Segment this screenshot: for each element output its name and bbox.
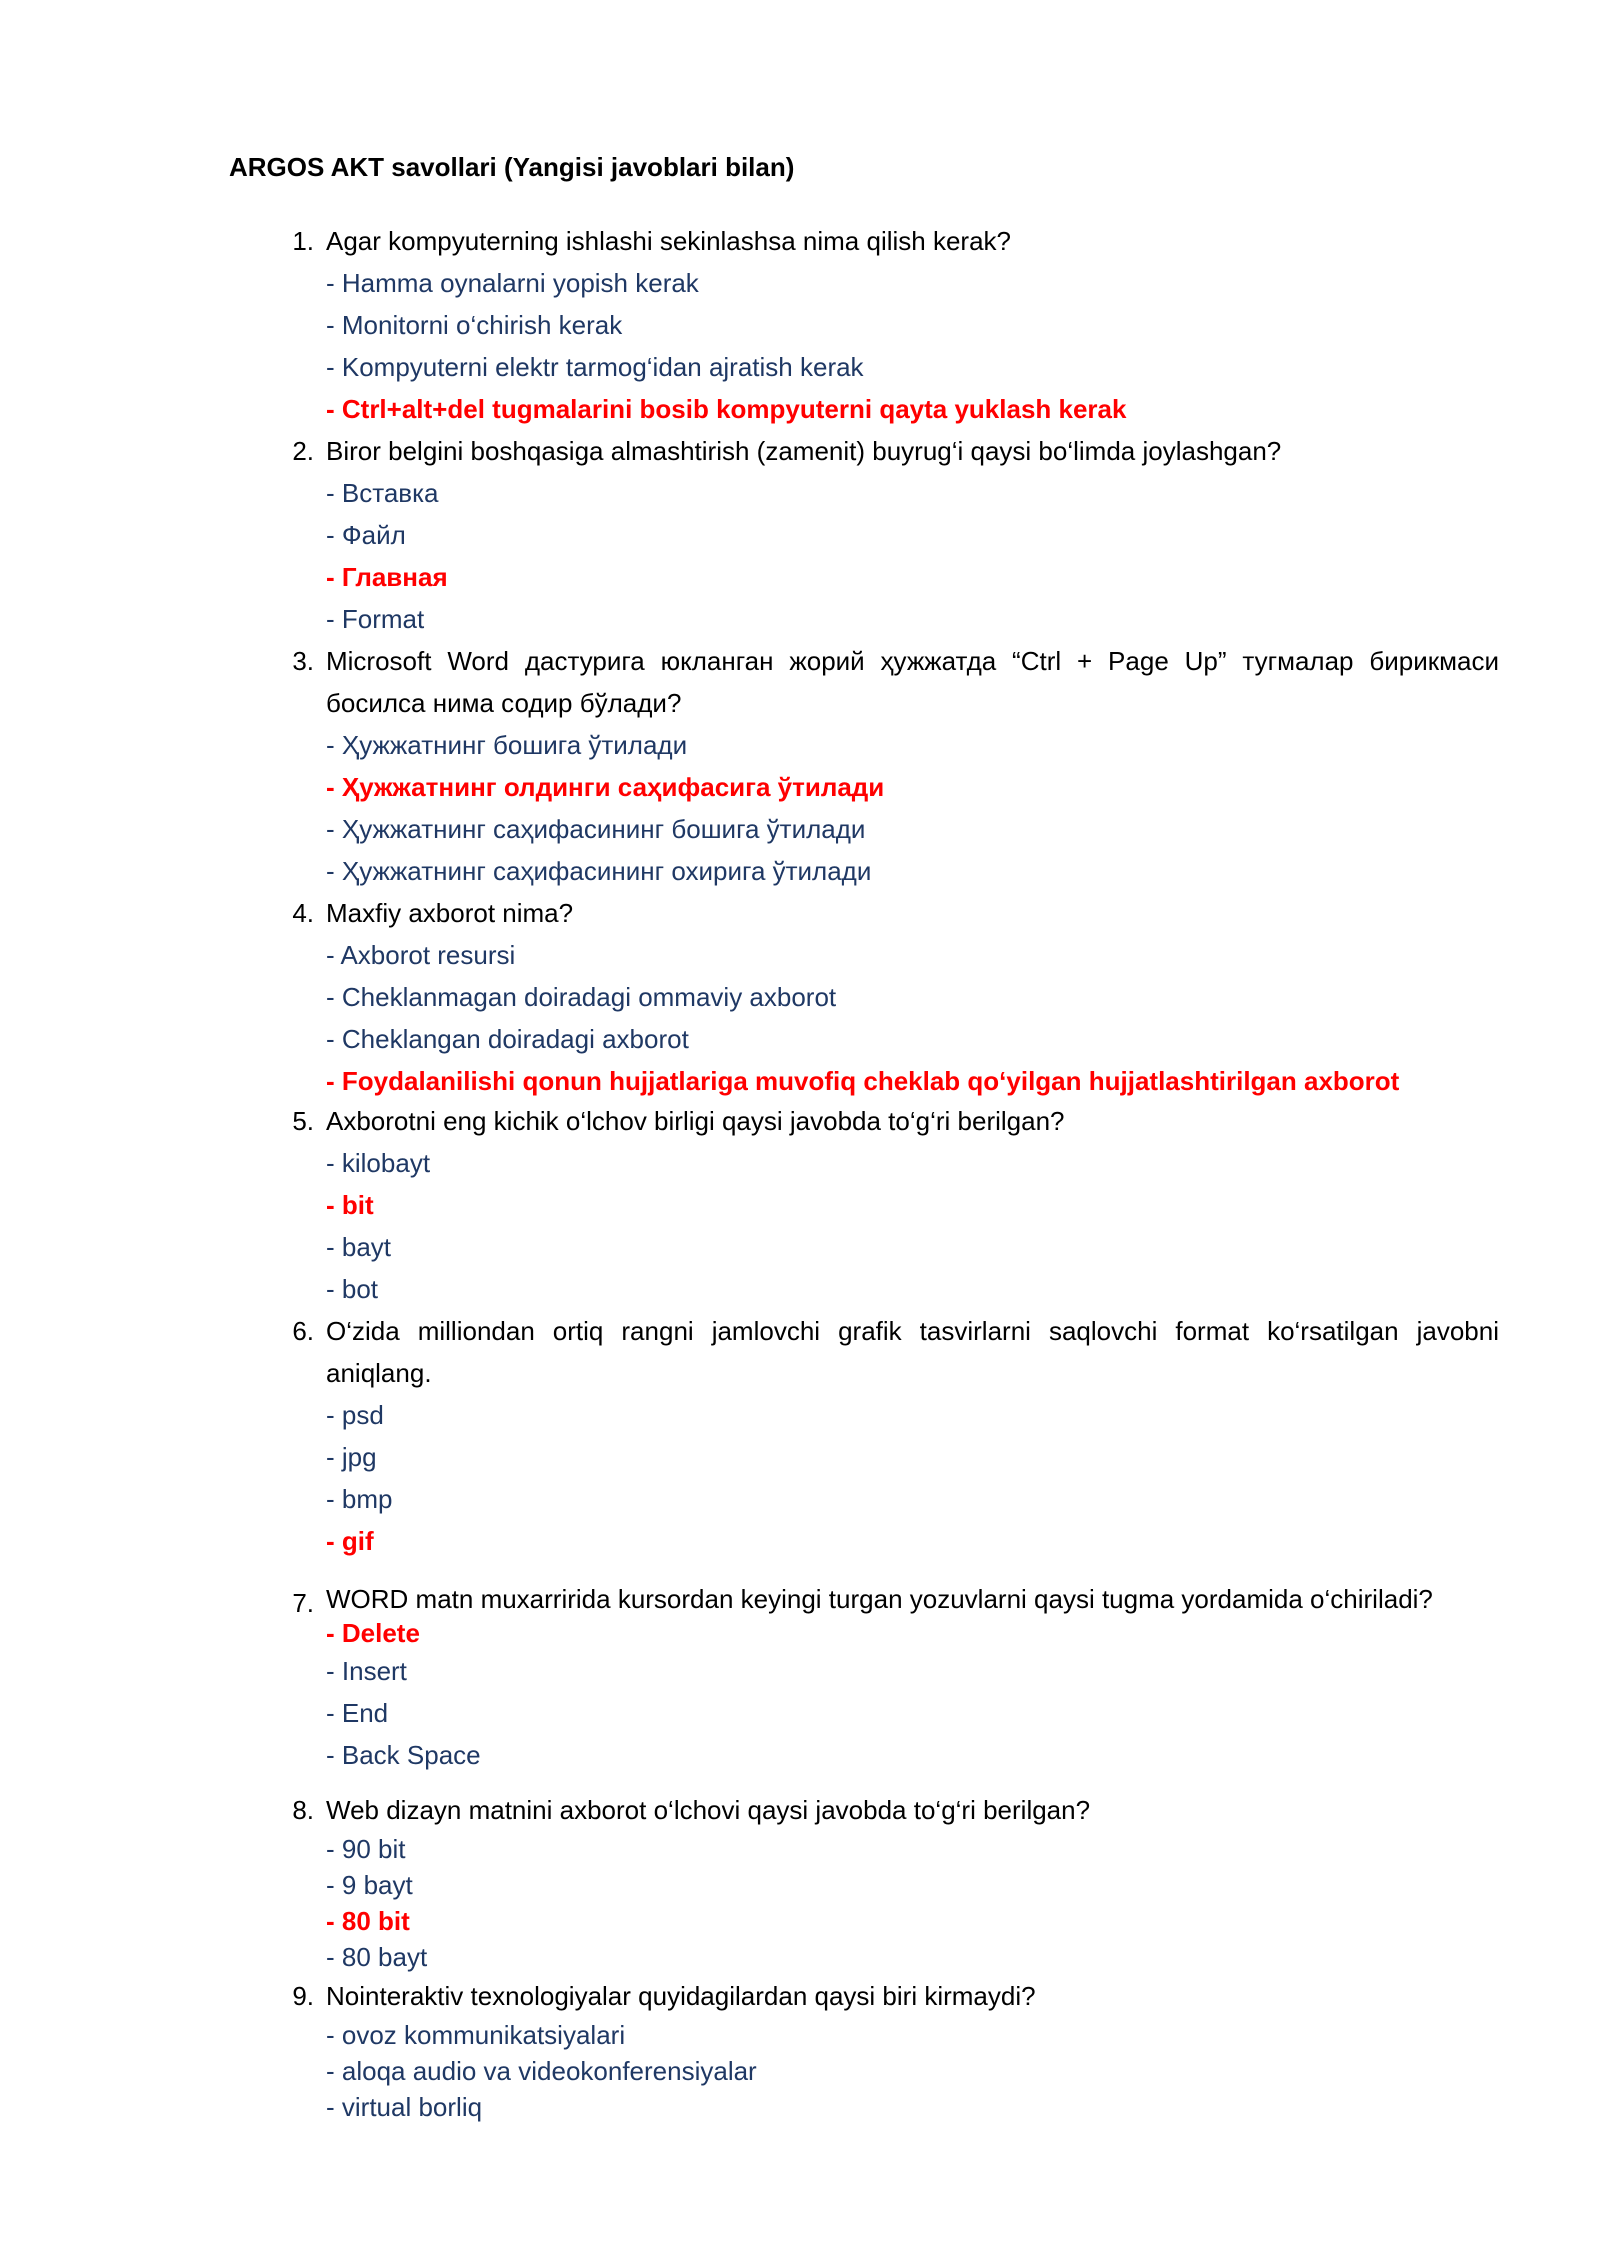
- answer-option: - Kompyuterni elektr tarmog‘idan ajratish kerak: [326, 352, 864, 382]
- question-number: 8.: [292, 1795, 314, 1825]
- question-9: [229, 1975, 1499, 2125]
- answer-option: - Monitorni o‘chirish kerak: [326, 310, 623, 340]
- question-number: 2.: [292, 436, 314, 466]
- answer-options: [326, 1394, 1499, 1562]
- answer-option: - virtual borliq: [326, 2092, 483, 2122]
- correct-answer-option: - Ctrl+alt+del tugmalarini bosib kompyuterni qayta yuklash kerak: [326, 394, 1127, 424]
- answer-option: - Format: [326, 604, 425, 634]
- question-1: [229, 220, 1499, 430]
- correct-answer-option: - bit: [326, 1190, 374, 1220]
- answer-options: [326, 934, 1499, 1102]
- answer-option: - End: [326, 1698, 389, 1728]
- question-text: Maxfiy axborot nima?: [326, 898, 574, 928]
- answer-option: - Insert: [326, 1656, 407, 1686]
- answer-options: [326, 724, 1499, 892]
- answer-option: - kilobayt: [326, 1148, 431, 1178]
- question-text: Microsoft Word дастурига юкланган жорий ҳужжатда “Ctrl + Page Up” тугмалар бирикмаси босилса нима содир бўлади?: [326, 646, 1499, 718]
- answer-option: - psd: [326, 1400, 384, 1430]
- question-7: [229, 1582, 1499, 1776]
- question-text: Biror belgini boshqasiga almashtirish (zamenit) buyrug‘i qaysi bo‘limda joylashgan?: [326, 436, 1282, 466]
- answer-options: [326, 472, 1499, 640]
- question-2: [229, 430, 1499, 640]
- answer-option: - bot: [326, 1274, 379, 1304]
- answer-option: - 9 bayt: [326, 1870, 413, 1900]
- answer-option: - aloqa audio va videokonferensiyalar: [326, 2056, 757, 2086]
- question-4: [229, 892, 1499, 1102]
- answer-option: - bmp: [326, 1484, 393, 1514]
- question-text: Agar kompyuterning ishlashi sekinlashsa nima qilish kerak?: [326, 226, 1012, 256]
- answer-options: [326, 262, 1499, 430]
- question-text: WORD matn muxarririda kursordan keyingi turgan yozuvlarni qaysi tugma yordamida o‘chiriladi?: [326, 1584, 1433, 1614]
- answer-option: - Back Space: [326, 1740, 481, 1770]
- question-number: 4.: [292, 898, 314, 928]
- answer-option: - Файл: [326, 520, 406, 550]
- question-text: O‘zida milliondan ortiq rangni jamlovchi grafik tasvirlarni saqlovchi format ko‘rsatilgan javobni aniqlang.: [326, 1316, 1499, 1388]
- answer-options: [326, 1616, 1499, 1776]
- question-number: 1.: [292, 226, 314, 256]
- document-title: ARGOS AKT savollari (Yangisi javoblari bilan): [229, 152, 795, 182]
- answer-option: - Axborot resursi: [326, 940, 516, 970]
- question-8: [229, 1789, 1499, 1975]
- question-number: 7.: [292, 1588, 314, 1618]
- answer-options: [326, 1142, 1499, 1310]
- question-6: [229, 1310, 1499, 1562]
- answer-option: - jpg: [326, 1442, 377, 1472]
- answer-option: - Ҳужжатнинг саҳифасининг бошига ўтилади: [326, 814, 866, 844]
- question-text: Web dizayn matnini axborot o‘lchovi qaysi javobda to‘g‘ri berilgan?: [326, 1795, 1091, 1825]
- answer-options: [326, 2017, 1499, 2125]
- correct-answer-option: - 80 bit: [326, 1906, 410, 1936]
- answer-option: - bayt: [326, 1232, 392, 1262]
- question-number: 6.: [292, 1316, 314, 1346]
- question-text: Nointeraktiv texnologiyalar quyidagilardan qaysi biri kirmaydi?: [326, 1981, 1036, 2011]
- answer-option: - 90 bit: [326, 1834, 406, 1864]
- question-text: Axborotni eng kichik o‘lchov birligi qaysi javobda to‘g‘ri berilgan?: [326, 1106, 1065, 1136]
- answer-options: [326, 1831, 1499, 1975]
- correct-answer-option: - Главная: [326, 562, 448, 592]
- question-number: 5.: [292, 1106, 314, 1136]
- answer-option: - Вставка: [326, 478, 439, 508]
- question-number: 9.: [292, 1981, 314, 2011]
- answer-option: - ovoz kommunikatsiyalari: [326, 2020, 626, 2050]
- correct-answer-option: - Foydalanilishi qonun hujjatlariga muvofiq cheklab qo‘yilgan hujjatlashtirilgan axborot: [326, 1066, 1400, 1096]
- question-5: [229, 1100, 1499, 1310]
- answer-option: - Cheklanmagan doiradagi ommaviy axborot: [326, 982, 837, 1012]
- answer-option: - Ҳужжатнинг саҳифасининг охирига ўтилади: [326, 856, 872, 886]
- answer-option: - Hamma oynalarni yopish kerak: [326, 268, 699, 298]
- answer-option: - 80 bayt: [326, 1942, 428, 1972]
- answer-option: - Ҳужжатнинг бошига ўтилади: [326, 730, 688, 760]
- correct-answer-option: - gif: [326, 1526, 374, 1556]
- correct-answer-option: - Delete: [326, 1618, 420, 1648]
- answer-option: - Cheklangan doiradagi axborot: [326, 1024, 689, 1054]
- correct-answer-option: - Ҳужжатнинг олдинги саҳифасига ўтилади: [326, 772, 885, 802]
- question-3: [229, 640, 1499, 892]
- question-number: 3.: [292, 646, 314, 676]
